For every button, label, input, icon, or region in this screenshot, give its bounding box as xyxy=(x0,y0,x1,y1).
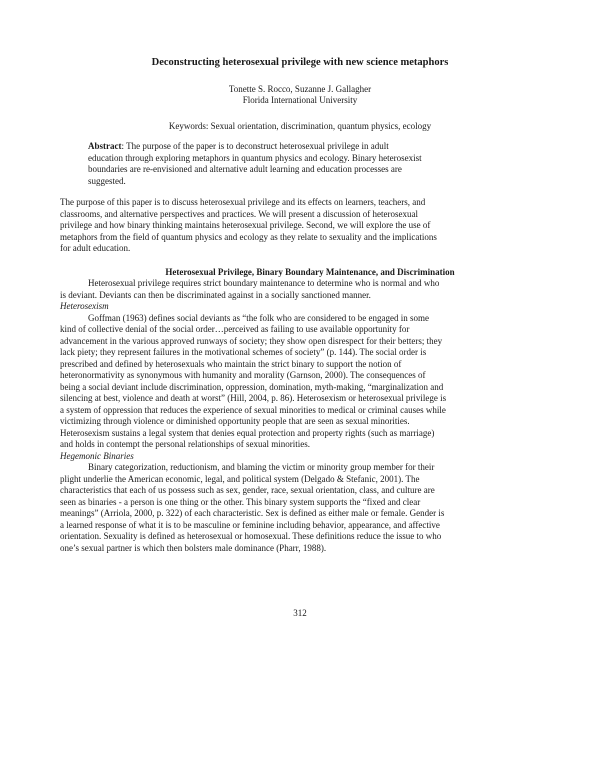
subheading-heterosexism: Heterosexism xyxy=(60,301,109,311)
abstract-text: : The purpose of the paper is to deconstruct heterosexual privilege in adult education through exploring metaphors in quantum physics and ecology. Binary heterosexist boundaries are re-envisioned and alternative adult learning and education processes are suggested. xyxy=(88,141,422,186)
abstract xyxy=(88,141,424,187)
subheading-hegemonic-binaries: Hegemonic Binaries xyxy=(60,450,134,461)
page-number: 312 xyxy=(293,608,307,618)
author-names: Tonette S. Rocco, Suzanne J. Gallagher xyxy=(228,84,372,94)
keywords: Keywords: Sexual orientation, discrimination, quantum physics, ecology xyxy=(168,121,432,131)
paragraph-boundary-maintenance: Heterosexual privilege requires strict boundary maintenance to determine who is normal and who is deviant. Deviants can then be discriminated against in a socially sanctioned manner. xyxy=(60,278,440,300)
paper-title: Deconstructing heterosexual privilege with new science metaphors xyxy=(151,57,449,68)
intro-paragraph: The purpose of this paper is to discuss heterosexual privilege and its effects on learners, teachers, and classrooms, and alternative perspectives and practices. We will present a discussion of heterosexual privilege and how binary thinking maintains heterosexual privilege. Second, we will explore the use of metaphors from the field of quantum physics and ecology as they relate to sexuality and the implications for adult education. xyxy=(60,197,437,253)
paragraph-heterosexism: Goffman (1963) defines social deviants as “the folk who are considered to be engaged in some kind of collective denial of the social order…perceived as failing to use available opportunity for advancement in the various approved runways of society; they show open disrespect for their betters; they lack piety; they represent failures in the motivational schemes of society” (p. 144). The social order is prescribed and defined by heterosexuals who maintain the strict binary to support the notion of heteronormativity as synonymous with humanity and morality (Garnson, 2000). The consequences of being a social deviant include discrimination, oppression, domination, myth-making, “marginalization and silencing at best, violence and death at worst” (Hill, 2004, p. 86). Heterosexism or heterosexual privilege is a system of oppression that reduces the experience of sexual minorities to medical or criminal causes while victimizing through violence or diminished opportunity people that are seen as sexual minorities. Heterosexism sustains a legal system that denies equal protection and property rights (such as marriage) and holds in contempt the personal relationships of sexual minorities. xyxy=(60,312,447,449)
abstract-label: Abstract xyxy=(88,141,122,151)
author-affiliation: Florida International University xyxy=(242,95,358,105)
body-text xyxy=(60,278,447,554)
author-block xyxy=(0,84,600,106)
section-heading: Heterosexual Privilege, Binary Boundary Maintenance, and Discrimination xyxy=(165,267,455,277)
paragraph-hegemonic-binaries: Binary categorization, reductionism, and blaming the victim or minority group member for their plight underlie the American economic, legal, and political system (Delgado & Stefanic, 2001). The characteristics that each of us possess such as sex, gender, race, sexual orientation, class, and culture are seen as binaries - a person is one thing or the other. This binary system supports the “fixed and clear meanings” (Arriola, 2000, p. 322) of each characteristic. Sex is defined as either male or female. Gender is a learned response of what it is to be masculine or feminine including behavior, appearance, and affective orientation. Sexuality is defined as heterosexual or homosexual. These definitions reduce the issue to who one’s sexual partner is which then bolsters male dominance (Pharr, 1988). xyxy=(60,462,445,553)
